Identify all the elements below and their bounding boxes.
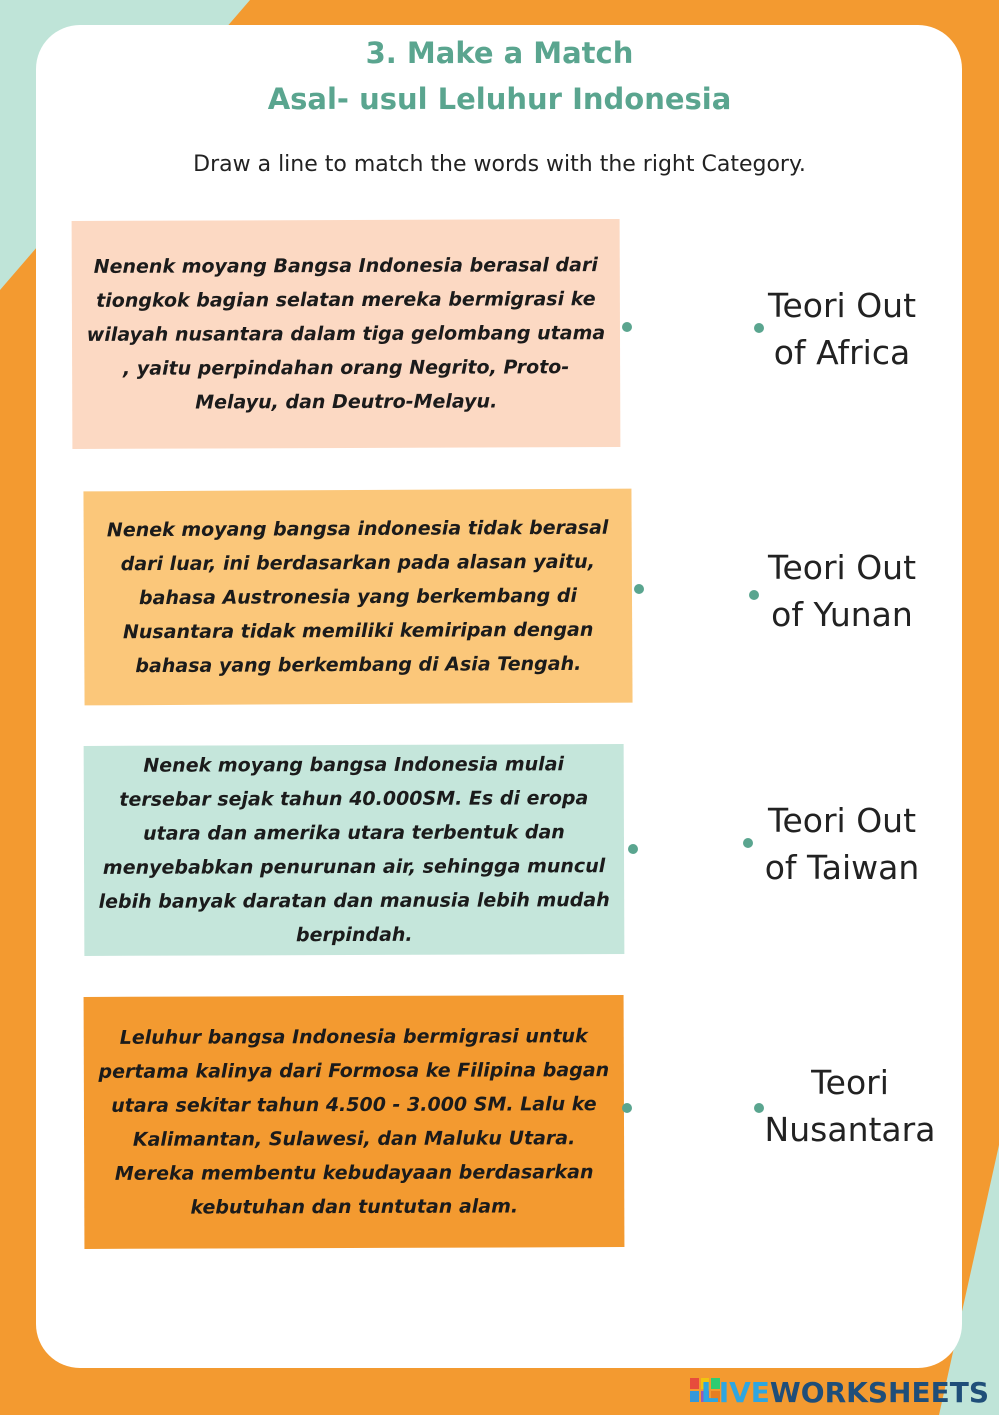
description-text-3: Nenek moyang bangsa Indonesia mulai tersebar sejak tahun 40.000SM. Es di eropa utara dan amerika utara terbentuk dan menyebabkan penurunan air, sehingga muncul lebih banyak daratan dan manusia lebih mudah berpindah. — [98, 753, 610, 947]
description-text-1: Nenenk moyang Bangsa Indonesia berasal dari tiongkok bagian selatan mereka bermigrasi ke wilayah nusantara dalam tiga gelombang utama , yaitu perpindahan orang Negrito, Proto-Melayu, dan Deutro-Melayu. — [86, 254, 606, 414]
description-box-2 — [83, 489, 632, 706]
worksheet-subtitle: Asal- usul Leluhur Indonesia — [267, 82, 732, 116]
category-line2: of Taiwan — [764, 848, 920, 887]
category-line2: of Yunan — [771, 595, 913, 634]
description-text-4: Leluhur bangsa Indonesia bermigrasi untuk pertama kalinya dari Formosa ke Filipina bagan utara sekitar tahun 4.500 - 3.000 SM. Lalu ke Kalimantan, Sulawesi, dan Maluku Utara. Mereka membentu kebudayaan berdasarkan kebutuhan dan tuntutan alam. — [98, 1025, 610, 1219]
liveworksheets-logo — [701, 1376, 989, 1409]
match-dot-left-1[interactable] — [622, 322, 632, 332]
description-box-3 — [84, 744, 625, 956]
worksheet-title: 3. Make a Match — [365, 36, 634, 70]
category-line1: Teori Out — [767, 286, 917, 325]
description-box-4 — [84, 995, 625, 1249]
match-dot-left-4[interactable] — [622, 1103, 632, 1113]
match-dot-left-3[interactable] — [628, 844, 638, 854]
description-box-1 — [72, 219, 621, 449]
category-out-of-yunan — [732, 544, 952, 638]
logo-part-worksheets: WORKSHEETS — [769, 1376, 989, 1409]
category-out-of-taiwan — [732, 797, 952, 891]
category-line1: Teori Out — [767, 801, 917, 840]
category-line2: Nusantara — [764, 1110, 936, 1149]
logo-part-live: LIVE — [700, 1376, 770, 1409]
category-nusantara — [740, 1059, 960, 1153]
match-dot-left-2[interactable] — [634, 584, 644, 594]
description-text-2: Nenek moyang bangsa indonesia tidak berasal dari luar, ini berdasarkan pada alasan yaitu, bahasa Austronesia yang berkembang di Nusantara tidak memiliki kemiripan dengan bahasa yang berkembang di Asia Tengah. — [106, 516, 609, 678]
instruction-text: Draw a line to match the words with the right Category. — [193, 152, 806, 177]
category-line1: Teori Out — [767, 548, 917, 587]
category-line2: of Africa — [773, 333, 911, 372]
category-out-of-africa — [732, 282, 952, 376]
category-line1: Teori — [811, 1063, 889, 1102]
